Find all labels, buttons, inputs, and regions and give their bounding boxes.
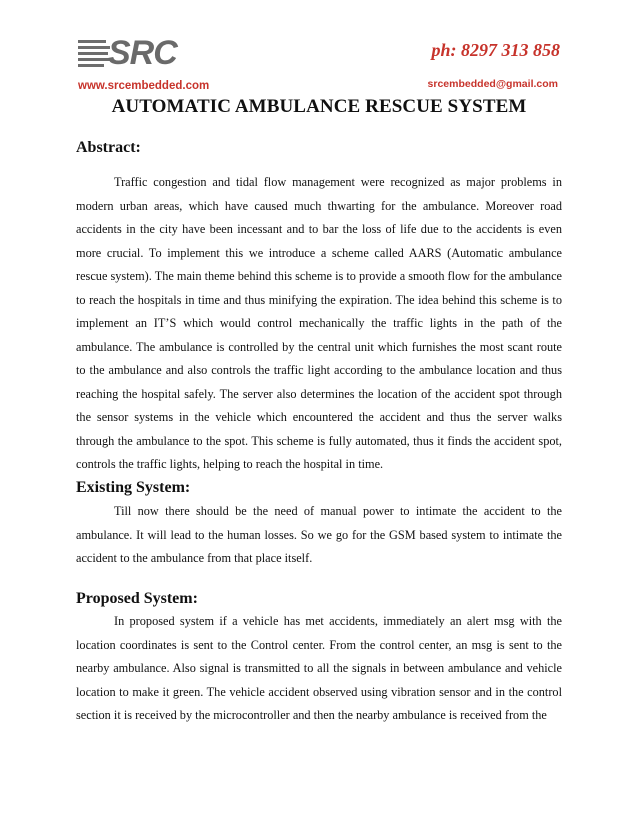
proposed-system-paragraph: In proposed system if a vehicle has met accidents, immediately an alert msg with the location coordinates is sent to the Control center. From the control center, an msg is sent to the nearby ambulance. Also signal is transmitted to all the signals in between ambulance and vehicle location to make it green. The vehicle accident observed using vibration sensor and in the control section it is received by the microcontroller and then the nearby ambulance is received from the (76, 614, 562, 722)
letterhead (0, 0, 638, 100)
website-link[interactable]: www.srcembedded.com (78, 80, 210, 92)
logo-text: SRC (108, 34, 177, 72)
abstract-heading: Abstract: (76, 139, 141, 156)
src-logo (78, 34, 178, 72)
existing-system-heading: Existing System: (76, 479, 191, 496)
document-title: AUTOMATIC AMBULANCE RESCUE SYSTEM (111, 96, 527, 117)
email-link[interactable]: srcembedded@gmail.com (427, 78, 558, 90)
phone-number: ph: 8297 313 858 (431, 40, 560, 60)
abstract-paragraph: Traffic congestion and tidal flow management were recognized as major problems in modern urban areas, which have caused much thwarting for the ambulance. Moreover road accidents in the city have been incessant and to bar the loss of life due to the accidents is even more crucial. To implement this we introduce a scheme called AARS (Automatic ambulance rescue system). The main theme behind this scheme is to provide a smooth flow for the ambulance to reach the hospitals in time and thus minifying the expiration. The idea behind this scheme is to implement an IT’S which would control mechanically the traffic lights in the path of the ambulance. The ambulance is controlled by the central unit which furnishes the most scant route to the ambulance and also controls the traffic light according to the ambulance location and thus reaching the hospital safely. The server also determines the location of the accident spot through the sensor systems in the vehicle which encountered the accident and thus the server walks through the ambulance to the spot. This scheme is fully automated, thus it finds the accident spot, controls the traffic lights, helping to reach the hospital in time. (76, 175, 562, 471)
proposed-system-heading: Proposed System: (76, 590, 198, 607)
existing-system-paragraph: Till now there should be the need of manual power to intimate the accident to the ambulance. It will lead to the human losses. So we go for the GSM based system to intimate the accident to the ambulance from that place itself. (76, 504, 562, 565)
